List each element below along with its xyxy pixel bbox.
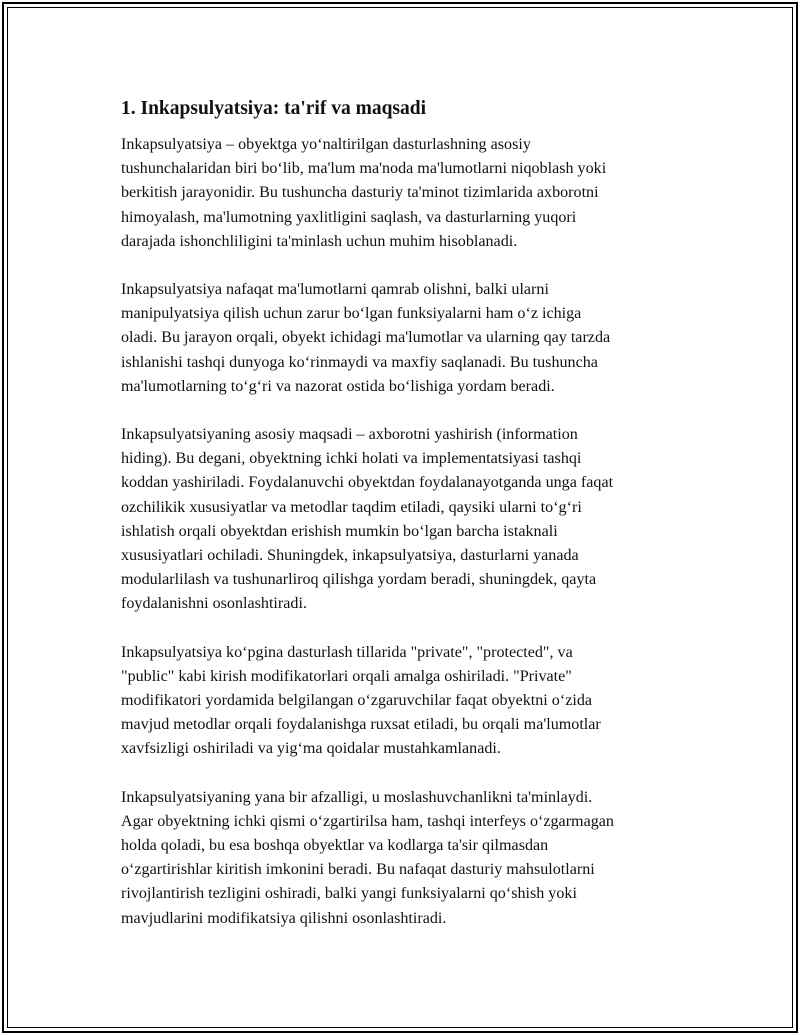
text-line: Inkapsulyatsiya nafaqat ma'lumotlarni qamrab olishni, balki ularni <box>121 281 549 299</box>
paragraph-list <box>121 133 691 931</box>
text-line: mavjud metodlar orqali foydalanishga ruxsat etiladi, bu orqali ma'lumotlar <box>121 716 601 734</box>
text-line: xususiyatlari ochiladi. Shuningdek, inkapsulyatsiya, dasturlarni yanada <box>121 547 579 565</box>
paragraph <box>121 786 691 931</box>
text-line: holda qoladi, bu esa boshqa obyektlar va kodlarga ta'sir qilmasdan <box>121 837 549 855</box>
text-line: xavfsizligi oshiriladi va yigʻma qoidalar mustahkamlanadi. <box>121 740 501 758</box>
section-heading: 1. Inkapsulyatsiya: ta'rif va maqsadi <box>121 98 427 119</box>
text-line: manipulyatsiya qilish uchun zarur boʻlgan funksiyalarni ham oʻz ichiga <box>121 305 582 323</box>
text-line: Inkapsulyatsiya – obyektga yoʻnaltirilgan dasturlashning asosiy <box>121 136 531 153</box>
text-line: foydalanishni osonlashtiradi. <box>121 595 307 613</box>
text-line: modularlilash va tushunarliroq qilishga yordam beradi, shuningdek, qayta <box>121 571 597 589</box>
document-page <box>2 2 798 1033</box>
text-line: Inkapsulyatsiyaning yana bir afzalligi, u moslashuvchanlikni ta'minlaydi. <box>121 788 593 806</box>
paragraph <box>121 641 691 762</box>
text-line: koddan yashiriladi. Foydalanuvchi obyektdan foydalanayotganda unga faqat <box>121 474 614 492</box>
text-line: oʻzgartirishlar kiritish imkonini beradi. Bu nafaqat dasturiy mahsulotlarni <box>121 861 595 879</box>
paragraph <box>121 423 691 617</box>
text-line: ozchilikik xususiyatlar va metodlar taqdim etiladi, qaysiki ularni toʻgʻri <box>121 498 582 516</box>
text-line: modifikatori yordamida belgilangan oʻzgaruvchilar faqat obyektni oʻzida <box>121 692 593 710</box>
text-line: darajada ishonchliligini ta'minlash uchun muhim hisoblanadi. <box>121 232 518 250</box>
text-line: Agar obyektning ichki qismi oʻzgartirilsa ham, tashqi interfeys oʻzgarmagan <box>121 812 614 830</box>
document-content <box>121 96 691 955</box>
text-line: "public" kabi kirish modifikatorlari orqali amalga oshiriladi. "Private" <box>121 667 572 685</box>
text-line: ma'lumotlarning toʻgʻri va nazorat ostida boʻlishiga yordam beradi. <box>121 377 555 395</box>
text-line: rivojlantirish tezligini oshiradi, balki yangi funksiyalarni qoʻshish yoki <box>121 885 577 903</box>
text-line: Inkapsulyatsiya koʻpgina dasturlash tillarida "private", "protected", va <box>121 643 573 661</box>
text-line: hiding). Bu degani, obyektning ichki holati va implementatsiyasi tashqi <box>121 450 582 468</box>
text-line: Inkapsulyatsiyaning asosiy maqsadi – axborotni yashirish (information <box>121 426 578 444</box>
text-line: berkitish jarayonidir. Bu tushuncha dasturiy ta'minot tizimlarida axborotni <box>121 184 599 202</box>
paragraph <box>121 133 691 254</box>
text-line: tushunchalaridan biri boʻlib, ma'lum ma'noda ma'lumotlarni niqoblash yoki <box>121 160 607 178</box>
text-line: oladi. Bu jarayon orqali, obyekt ichidagi ma'lumotlar va ularning qay tarzda <box>121 329 611 347</box>
text-line: ishlanishi tashqi dunyoga koʻrinmaydi va maxfiy saqlanadi. Bu tushuncha <box>121 353 598 371</box>
text-line: ishlatish orqali obyektdan erishish mumkin boʻlgan barcha istaknali <box>121 522 558 540</box>
paragraph <box>121 278 691 399</box>
text-line: mavjudlarini modifikatsiya qilishni osonlashtiradi. <box>121 909 447 927</box>
text-line: himoyalash, ma'lumotning yaxlitligini saqlash, va dasturlarning yuqori <box>121 208 577 226</box>
